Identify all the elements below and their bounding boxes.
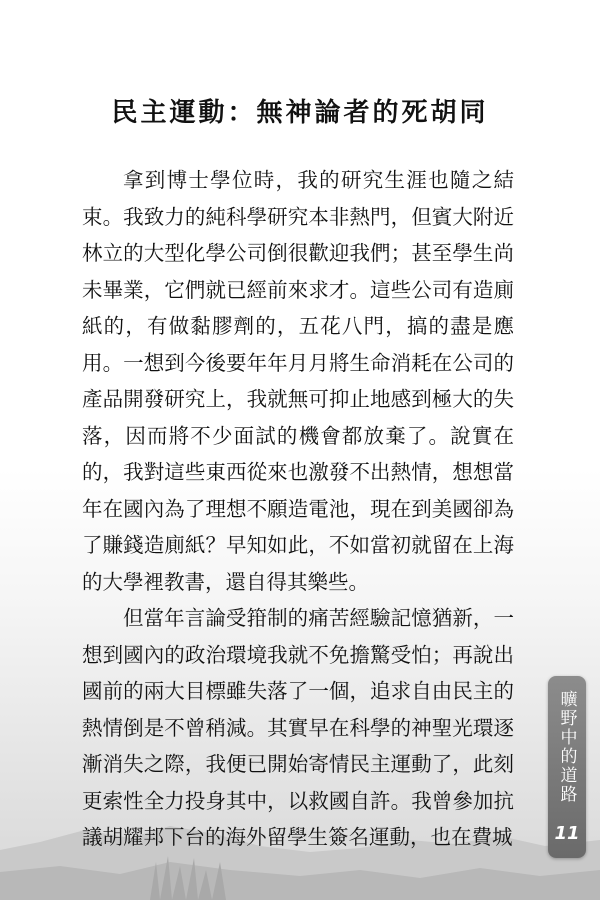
chapter-title: 民主運動：無神論者的死胡同 (111, 98, 489, 128)
paragraph-2: 但當年言論受箝制的痛苦經驗記憶猶新，一想到國內的政治環境我就不免擔驚受怕；再說出國前的兩大目標雖失落了一個，追求自由民主的熱情倒是不曾稍減。其實早在科學的神聖光環逐漸消失之際，我便已開始寄情民主運動了，此刻更索性全力投身其中，以救國自許。我曾參加抗議胡耀邦下台的海外留學生簽名運動，也在費城 (82, 606, 514, 849)
page-number: 11 (554, 823, 580, 844)
paragraph-1: 拿到博士學位時，我的研究生涯也隨之結束。我致力的純科學研究本非熱門，但賓大附近林立的大型化學公司倒很歡迎我們；甚至學生尚未畢業，它們就已經前來求才。這些公司有造廁紙的，有做黏膠劑的，五花八門，搞的盡是應用。一想到今後要年年月月將生命消耗在公司的產品開發研究上，我就無可抑止地感到極大的失落，因而將不少面試的機會都放棄了。說實在的，我對這些東西從來也激發不出熱情，想想當年在國內為了理想不願造電池，現在到美國卻為了賺錢造廁紙？早知如此，不如當初就留在上海的大學裡教書，還自得其樂些。 (82, 168, 514, 594)
book-title-vertical: 曠野中的道路 (556, 690, 577, 804)
body-text (82, 162, 514, 856)
side-tab (548, 676, 586, 858)
